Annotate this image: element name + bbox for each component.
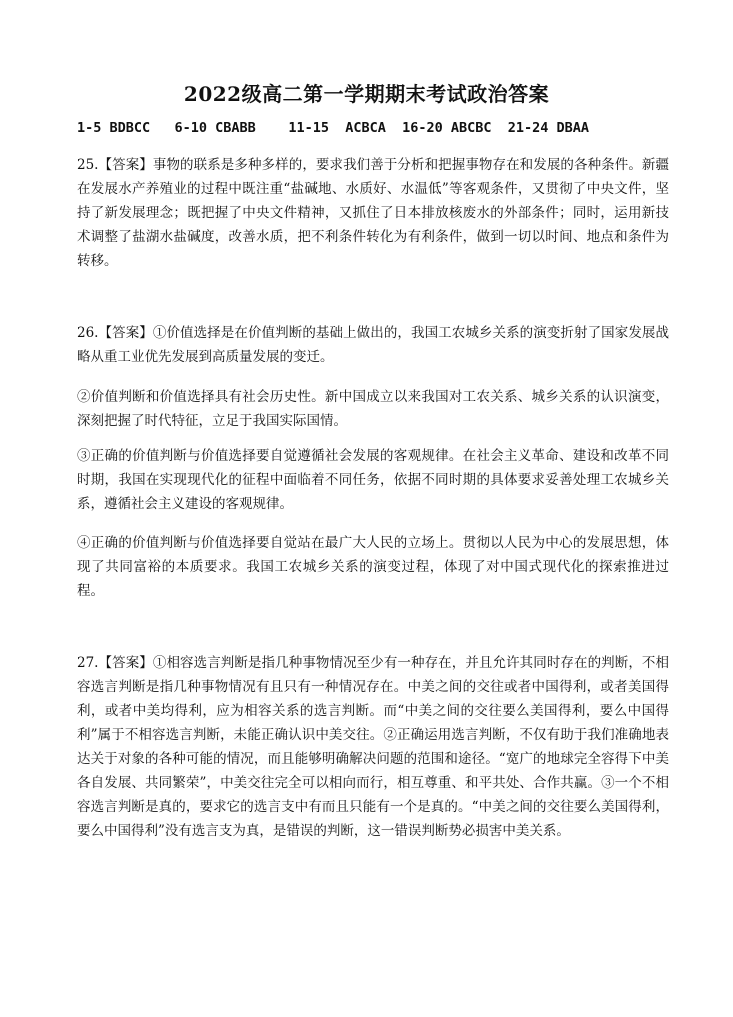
- answer-26-point-3: ③正确的价值判断与价值选择要自觉遵循社会发展的客观规律。在社会主义革命、建设和改革不同时期，我国在实现现代化的征程中面临着不同任务，依据不同时期的具体要求妥善处理工农城乡关系，遵循社会主义建设的客观规律。: [77, 448, 669, 512]
- document-title: 2022级高二第一学期期末考试政治答案: [183, 82, 550, 106]
- answer-26-point-4: ④正确的价值判断与价值选择要自觉站在最广大人民的立场上。贯彻以人民为中心的发展思想，体现了共同富裕的本质要求。我国工农城乡关系的演变过程，体现了对中国式现代化的探索推进过程。: [77, 535, 669, 599]
- answer-27: 27.【答案】①相容选言判断是指几种事物情况至少有一种存在，并且允许其同时存在的判断，不相容选言判断是指几种事物情况有且只有一种情况存在。中美之间的交往或者中国得利，或者美国得利，或者中美均得利，应为相容关系的选言判断。而“中美之间的交往要么美国得利，要么中国得利”属于不相容选言判断，未能正确认识中美交往。②正确运用选言判断，不仅有助于我们准确地表达关于对象的各种可能的情况，而且能够明确解决问题的范围和途径。“宽广的地球完全容得下中美各自发展、共同繁荣”，中美交往完全可以相向而行，相互尊重、和平共处、合作共赢。③一个不相容选言判断是真的，要求它的选言支中有而且只能有一个是真的。“中美之间的交往要么美国得利，要么中国得利”没有选言支为真，是错误的判断，这一错误判断势必损害中美关系。: [77, 655, 669, 839]
- answer-26-point-2: ②价值判断和价值选择具有社会历史性。新中国成立以来我国对工农关系、城乡关系的认识演变，深刻把握了时代特征，立足于我国实际国情。: [77, 389, 669, 429]
- multiple-choice-answers: 1-5 BDBCC 6-10 CBABB 11-15 ACBCA 16-20 ABCBC 21-24 DBAA: [77, 120, 590, 136]
- answer-26-point-1: 26.【答案】①价值选择是在价值判断的基础上做出的，我国工农城乡关系的演变折射了国家发展战略从重工业优先发展到高质量发展的变迁。: [77, 325, 669, 365]
- answer-25: 25.【答案】事物的联系是多种多样的，要求我们善于分析和把握事物存在和发展的各种条件。新疆在发展水产养殖业的过程中既注重“盐碱地、水质好、水温低”等客观条件，又贯彻了中央文件，坚持了新发展理念；既把握了中央文件精神，又抓住了日本排放核废水的外部条件；同时，运用新技术调整了盐湖水盐碱度，改善水质，把不利条件转化为有利条件，做到一切以时间、地点和条件为转移。: [77, 157, 669, 269]
